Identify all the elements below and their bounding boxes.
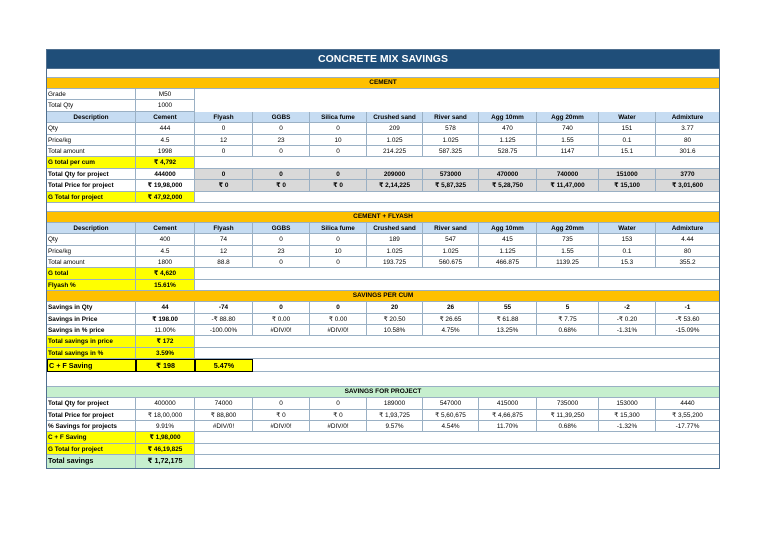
col-header: Flyash [195,112,253,123]
blank-cell [195,336,719,347]
total-savings-pct-label: Total savings in % [47,348,136,359]
col-header: Silica fume [310,112,367,123]
table-row [47,135,719,146]
section-header-cement: CEMENT [47,78,719,89]
table-cell[interactable]: ₹ 0.00 [310,314,367,325]
table-cell[interactable]: 15.3 [599,257,656,268]
table-row [47,146,719,157]
table-cell[interactable]: ₹ 0 [310,180,367,191]
blank-cell [195,192,719,203]
cf-saving-value[interactable]: ₹ 198 [136,359,195,372]
table-cell[interactable]: 9.57% [367,421,423,432]
grade-row [47,89,719,100]
table-cell[interactable]: 740 [537,123,599,134]
table-cell[interactable]: -1.31% [599,325,656,336]
table-cell[interactable]: 10 [310,135,367,146]
table-cell[interactable]: ₹ 1,93,725 [367,410,423,421]
table-cell[interactable]: 4.54% [423,421,479,432]
table-cell[interactable]: 4440 [656,398,719,409]
col-header: Agg 10mm [479,112,537,123]
row-label: Total Price for project [47,180,136,191]
project-g-total-row [47,444,719,455]
table-cell[interactable]: -100.00% [195,325,253,336]
table-cell[interactable]: 573000 [423,169,479,180]
table-cell[interactable]: ₹ 198.00 [136,314,195,325]
table-cell[interactable]: 214.225 [367,146,423,157]
table-cell[interactable]: 209 [367,123,423,134]
table-cell[interactable]: 10 [310,246,367,257]
table-cell[interactable]: 15.1 [599,146,656,157]
table-cell[interactable]: -1.32% [599,421,656,432]
total-qty-row [47,100,719,111]
table-cell[interactable]: 10.58% [367,325,423,336]
table-cell[interactable]: 4.44 [656,234,719,245]
total-savings-pct-row [47,348,719,359]
table-cell[interactable]: 74 [195,234,253,245]
col-header: Crushed sand [367,112,423,123]
cf-saving-pct[interactable]: 5.47% [195,359,253,372]
table-cell[interactable]: 0 [310,302,367,313]
spreadsheet [46,49,720,469]
table-cell[interactable]: 1.125 [479,135,537,146]
total-savings-value[interactable]: ₹ 1,72,175 [136,455,195,468]
table-cell[interactable]: ₹ 19,98,000 [136,180,195,191]
table-cell[interactable]: -₹ 0.20 [599,314,656,325]
cf-saving-label: C + F Saving [47,359,136,372]
table-cell[interactable]: 301.6 [656,146,719,157]
table-cell[interactable]: 355.2 [656,257,719,268]
g-total-per-cum-label: G total per cum [47,157,136,168]
total-qty-label: Total Qty [47,100,136,111]
table-cell[interactable]: -1 [656,302,719,313]
g-total-label: G total [47,268,136,279]
blank-cell [195,268,719,279]
project-cf-saving-value[interactable]: ₹ 1,98,000 [136,432,195,443]
row-label: Savings in Qty [47,302,136,313]
col-header: Silica fume [310,223,367,234]
table-cell[interactable]: 80 [656,135,719,146]
table-cell[interactable]: 151000 [599,169,656,180]
table-cell[interactable]: 0.68% [537,421,599,432]
table-cell[interactable]: -2 [599,302,656,313]
table-cell[interactable]: ₹ 0 [310,410,367,421]
table-cell[interactable]: 740000 [537,169,599,180]
sheet-title: CONCRETE MIX SAVINGS [47,50,719,69]
table-cell[interactable]: 735000 [537,398,599,409]
row-label: Total Qty for project [47,169,136,180]
table-cell[interactable]: ₹ 61.88 [479,314,537,325]
table-cell[interactable]: 4.75% [423,325,479,336]
flyash-pct-value[interactable]: 15.61% [136,280,195,291]
table-cell[interactable]: 560.675 [423,257,479,268]
table-cell[interactable]: 209000 [367,169,423,180]
total-savings-price-label: Total savings in price [47,336,136,347]
row-label: Qty [47,234,136,245]
table-cell[interactable]: -74 [195,302,253,313]
table-cell[interactable]: ₹ 88,800 [195,410,253,421]
table-row [47,246,719,257]
table-cell[interactable]: 444 [136,123,195,134]
table-cell[interactable]: 1147 [537,146,599,157]
table-cell[interactable]: 470000 [479,169,537,180]
table-cell[interactable]: ₹ 7.75 [537,314,599,325]
table-cell[interactable]: #DIV/0! [310,421,367,432]
grade-label: Grade [47,89,136,100]
g-total-per-cum-value[interactable]: ₹ 4,792 [136,157,195,168]
table-cell[interactable]: ₹ 15,100 [599,180,656,191]
table-cell[interactable]: 1.025 [423,246,479,257]
section-header-savings-project: SAVINGS FOR PROJECT [47,387,719,398]
table-row [47,123,719,134]
table-cell[interactable]: ₹ 3,55,200 [656,410,719,421]
table-cell[interactable]: 1.025 [367,135,423,146]
table-cell[interactable]: 0 [310,146,367,157]
column-header-row [47,112,719,123]
total-savings-row [47,455,719,468]
table-cell[interactable]: 88.8 [195,257,253,268]
total-savings-price-value[interactable]: ₹ 172 [136,336,195,347]
table-cell[interactable]: 193.725 [367,257,423,268]
col-header: Agg 20mm [537,112,599,123]
table-cell[interactable]: 189 [367,234,423,245]
table-cell[interactable]: 1.025 [367,246,423,257]
project-g-total-value[interactable]: ₹ 46,19,825 [136,444,195,455]
row-label: Savings in Price [47,314,136,325]
col-header: Crushed sand [367,223,423,234]
table-cell[interactable]: ₹ 11,47,000 [537,180,599,191]
spacer-row [47,203,719,212]
grade-value[interactable]: M50 [136,89,195,100]
column-header-row [47,223,719,234]
table-cell[interactable]: 1.125 [479,246,537,257]
blank-cell [195,444,719,455]
table-cell[interactable]: ₹ 0 [253,410,310,421]
section-header-savings-per-cum: SAVINGS PER CUM [47,291,719,302]
col-header: Agg 20mm [537,223,599,234]
table-cell[interactable]: 4.5 [136,246,195,257]
table-cell[interactable]: 1.55 [537,246,599,257]
table-cell[interactable]: 23 [253,246,310,257]
row-label: Savings in % price [47,325,136,336]
table-cell[interactable]: 55 [479,302,537,313]
table-cell[interactable]: ₹ 2,14,225 [367,180,423,191]
col-header: Description [47,223,136,234]
table-cell[interactable]: 415 [479,234,537,245]
table-cell[interactable]: 0 [195,169,253,180]
table-cell[interactable]: ₹ 0 [253,180,310,191]
table-cell[interactable]: ₹ 3,01,600 [656,180,719,191]
table-cell[interactable]: 12 [195,246,253,257]
table-cell[interactable]: -17.77% [656,421,719,432]
col-header: River sand [423,223,479,234]
table-cell[interactable]: 0 [310,123,367,134]
table-cell[interactable]: 528.75 [479,146,537,157]
table-cell[interactable]: 415000 [479,398,537,409]
table-cell[interactable]: 0.68% [537,325,599,336]
table-cell[interactable]: 0 [253,123,310,134]
table-cell[interactable]: 153 [599,234,656,245]
col-header: Flyash [195,223,253,234]
table-cell[interactable]: 4.5 [136,135,195,146]
table-cell[interactable]: 0 [253,234,310,245]
table-cell[interactable]: 0.1 [599,246,656,257]
table-cell[interactable]: 587.325 [423,146,479,157]
col-header: GGBS [253,223,310,234]
table-cell[interactable]: 1139.25 [537,257,599,268]
row-label: Qty [47,123,136,134]
table-row [47,314,719,325]
g-total-per-cum-row [47,157,719,168]
table-cell[interactable]: 578 [423,123,479,134]
table-cell[interactable]: ₹ 4,66,875 [479,410,537,421]
table-cell[interactable]: 1800 [136,257,195,268]
table-cell[interactable]: 9.91% [136,421,195,432]
table-cell[interactable]: 0 [310,234,367,245]
g-total-row [47,268,719,279]
col-header: Admixture [656,223,719,234]
row-label: Total Qty for project [47,398,136,409]
table-cell[interactable]: 0 [310,257,367,268]
table-row [47,410,719,421]
g-total-project-value[interactable]: ₹ 47,92,000 [136,192,195,203]
col-header: Agg 10mm [479,223,537,234]
project-cf-saving-row [47,432,719,443]
table-row [47,325,719,336]
table-cell[interactable]: 80 [656,246,719,257]
section-header-cement-flyash: CEMENT + FLYASH [47,212,719,223]
table-cell[interactable]: 5 [537,302,599,313]
table-cell[interactable]: 466.875 [479,257,537,268]
table-cell[interactable]: 189000 [367,398,423,409]
table-row [47,302,719,313]
flyash-pct-row [47,280,719,291]
total-savings-price-row [47,336,719,347]
table-cell[interactable]: 26 [423,302,479,313]
blank-cell [195,100,719,111]
table-cell[interactable]: 547 [423,234,479,245]
table-cell[interactable]: 44 [136,302,195,313]
table-cell[interactable]: 0 [253,169,310,180]
table-cell[interactable]: 400000 [136,398,195,409]
col-header: Description [47,112,136,123]
row-label: Total Price for project [47,410,136,421]
table-cell[interactable]: 11.70% [479,421,537,432]
table-row [47,257,719,268]
table-cell[interactable]: #DIV/0! [310,325,367,336]
g-total-value[interactable]: ₹ 4,620 [136,268,195,279]
row-label: Total amount [47,146,136,157]
col-header: Admixture [656,112,719,123]
table-cell[interactable]: 0 [310,398,367,409]
table-row [47,180,719,191]
g-total-project-label: G Total for project [47,192,136,203]
table-row [47,398,719,409]
table-cell[interactable]: ₹ 11,39,250 [537,410,599,421]
col-header: GGBS [253,112,310,123]
table-cell[interactable]: 400 [136,234,195,245]
blank-cell [195,89,719,100]
table-cell[interactable]: ₹ 26.65 [423,314,479,325]
col-header: Water [599,223,656,234]
row-label: % Savings for projects [47,421,136,432]
table-cell[interactable]: 444000 [136,169,195,180]
table-cell[interactable]: -₹ 53.60 [656,314,719,325]
table-cell[interactable]: 3.77 [656,123,719,134]
table-cell[interactable]: 12 [195,135,253,146]
col-header: Cement [136,112,195,123]
row-label: Total amount [47,257,136,268]
table-cell[interactable]: ₹ 15,300 [599,410,656,421]
table-cell[interactable]: 1.025 [423,135,479,146]
table-cell[interactable]: 74000 [195,398,253,409]
table-cell[interactable]: 0 [253,257,310,268]
table-cell[interactable]: ₹ 5,60,675 [423,410,479,421]
total-savings-pct-value[interactable]: 3.59% [136,348,195,359]
blank-cell [195,455,719,468]
table-cell[interactable]: ₹ 0.00 [253,314,310,325]
table-cell[interactable]: 0 [253,146,310,157]
row-label: Price/kg [47,246,136,257]
table-cell[interactable]: 0 [253,302,310,313]
blank-cell [195,157,719,168]
table-row [47,234,719,245]
project-g-total-label: G Total for project [47,444,136,455]
table-cell[interactable]: 0 [310,169,367,180]
blank-cell [195,280,719,291]
table-cell[interactable]: 20 [367,302,423,313]
table-cell[interactable]: 470 [479,123,537,134]
table-cell[interactable]: #DIV/0! [253,421,310,432]
table-cell[interactable]: 0 [253,398,310,409]
col-header: Water [599,112,656,123]
flyash-pct-label: Flyash % [47,280,136,291]
table-cell[interactable]: #DIV/0! [195,421,253,432]
table-cell[interactable]: 0 [195,146,253,157]
table-cell[interactable]: 151 [599,123,656,134]
table-cell[interactable]: 23 [253,135,310,146]
g-total-project-row [47,192,719,203]
table-cell[interactable]: 0.1 [599,135,656,146]
blank-cell [253,359,719,372]
table-row [47,421,719,432]
blank-cell [195,348,719,359]
table-cell[interactable]: ₹ 5,87,325 [423,180,479,191]
total-qty-value[interactable]: 1000 [136,100,195,111]
total-savings-label: Total savings [47,455,136,468]
spacer-row [47,372,719,387]
cf-saving-row [47,359,719,372]
table-cell[interactable]: 735 [537,234,599,245]
table-cell[interactable]: -15.09% [656,325,719,336]
row-label: Price/kg [47,135,136,146]
col-header: Cement [136,223,195,234]
table-cell[interactable]: 1998 [136,146,195,157]
col-header: River sand [423,112,479,123]
project-cf-saving-label: C + F Saving [47,432,136,443]
table-cell[interactable]: #DIV/0! [253,325,310,336]
table-cell[interactable]: ₹ 0 [195,180,253,191]
table-cell[interactable]: 3770 [656,169,719,180]
spacer-row [47,69,719,78]
table-cell[interactable]: ₹ 20.50 [367,314,423,325]
table-cell[interactable]: ₹ 18,00,000 [136,410,195,421]
table-row [47,169,719,180]
table-cell[interactable]: 0 [195,123,253,134]
table-cell[interactable]: 11.00% [136,325,195,336]
table-cell[interactable]: 13.25% [479,325,537,336]
table-cell[interactable]: 153000 [599,398,656,409]
table-cell[interactable]: 1.55 [537,135,599,146]
table-cell[interactable]: ₹ 5,28,750 [479,180,537,191]
table-cell[interactable]: -₹ 88.80 [195,314,253,325]
table-cell[interactable]: 547000 [423,398,479,409]
blank-cell [195,432,719,443]
